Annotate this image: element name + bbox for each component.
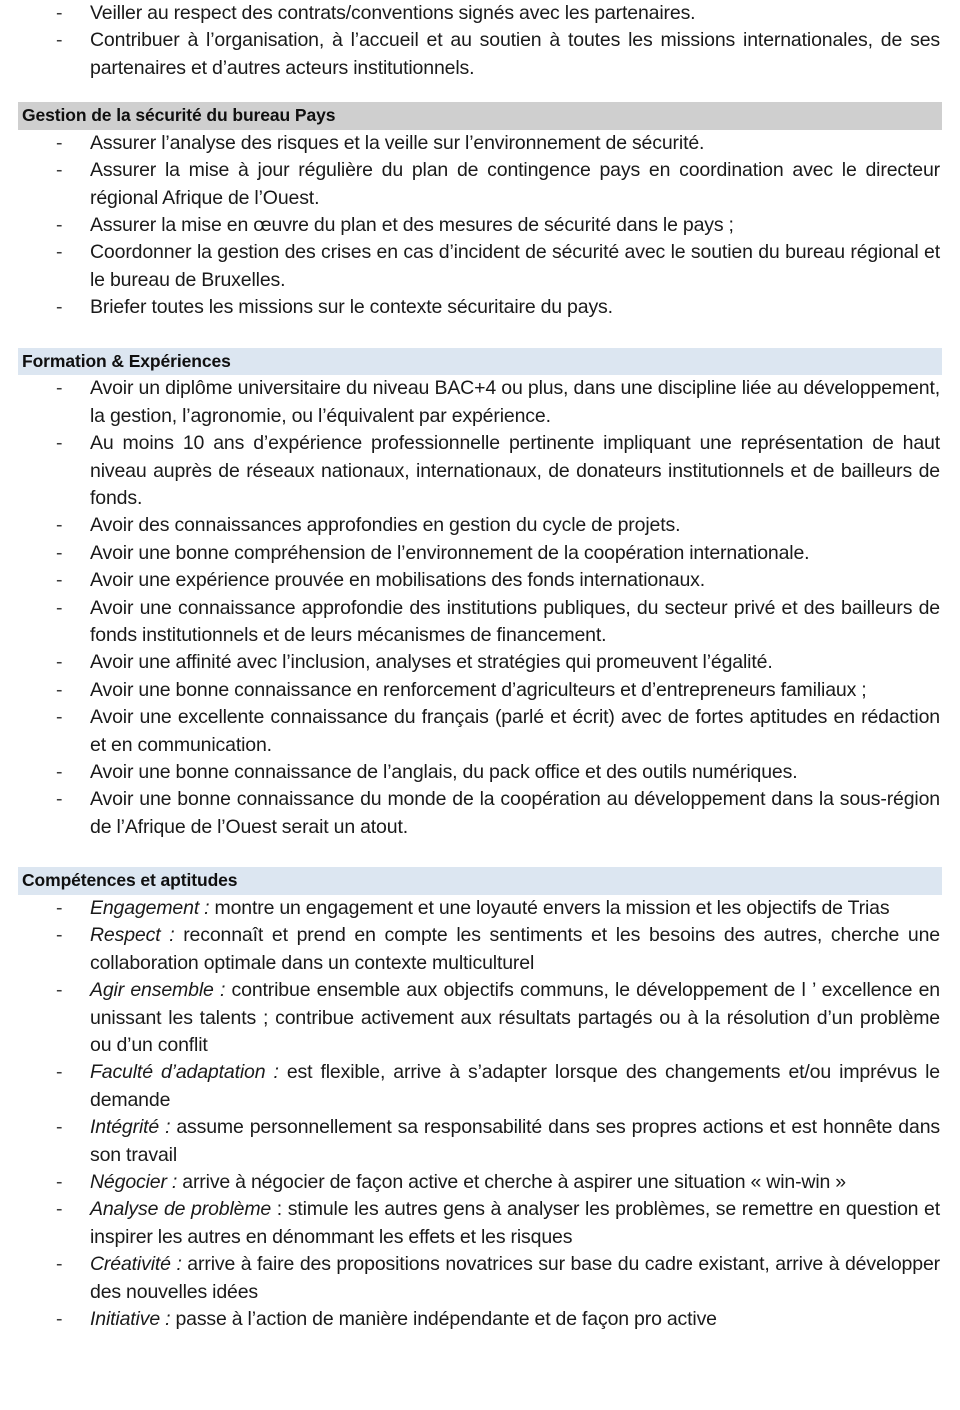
competence-description: : stimule les autres gens à analyser les problèmes, se remettre en question et inspirer les autres en dénommant les effets et les risques bbox=[90, 1198, 940, 1248]
bullet-text: Assurer la mise à jour régulière du plan de contingence pays en coordination avec le directeur régional Afrique de l’Ouest. bbox=[90, 159, 940, 209]
list-item bbox=[0, 1251, 960, 1306]
list-item bbox=[0, 375, 960, 430]
competence-term: Négocier : bbox=[90, 1170, 178, 1193]
list-item bbox=[0, 512, 960, 539]
bullet-text: Avoir une bonne connaissance de l’anglais, du pack office et des outils numériques. bbox=[90, 761, 798, 784]
bullet-text: Avoir un diplôme universitaire du niveau BAC+4 ou plus, dans une discipline liée au développement, la gestion, l’agronomie, ou l’équivalent par expérience. bbox=[90, 377, 940, 427]
competence-term: Agir ensemble : bbox=[90, 979, 226, 1002]
bullet-text: Assurer l’analyse des risques et la veille sur l’environnement de sécurité. bbox=[90, 131, 705, 154]
competence-term: Faculté d’adaptation : bbox=[90, 1061, 279, 1084]
competence-description: arrive à négocier de façon active et cherche à aspirer une situation « win-win » bbox=[177, 1170, 846, 1193]
spacer bbox=[0, 322, 960, 348]
competence-term: Initiative : bbox=[90, 1307, 171, 1330]
list-item bbox=[0, 0, 960, 27]
list-item bbox=[0, 895, 960, 922]
list-item bbox=[0, 157, 960, 212]
list-item bbox=[0, 977, 960, 1059]
competence-description: assume personnellement sa responsabilité dans ses propres actions et est honnête dans son travail bbox=[90, 1116, 940, 1166]
bullet-text: Contribuer à l’organisation, à l’accueil et au soutien à toutes les missions internationales, de ses partenaires et d’autres acteurs institutionnels. bbox=[90, 29, 940, 79]
bullet-text: Avoir une excellente connaissance du français (parlé et écrit) avec de fortes aptitudes en rédaction et en communication. bbox=[90, 706, 940, 756]
competence-term: Respect : bbox=[90, 924, 175, 947]
list-item bbox=[0, 1169, 960, 1196]
bullet-text: Avoir une bonne connaissance du monde de la coopération au développement dans la sous-région de l’Afrique de l’Ouest serait un atout. bbox=[90, 788, 940, 838]
competence-description: reconnaît et prend en compte les sentiments et les besoins des autres, cherche une collaboration optimale dans un contexte multiculturel bbox=[90, 924, 940, 974]
bullet-text: Avoir des connaissances approfondies en gestion du cycle de projets. bbox=[90, 514, 681, 537]
list-item bbox=[0, 212, 960, 239]
bullet-text: Au moins 10 ans d’expérience professionnelle pertinente impliquant une représentation de haut niveau auprès de réseaux nationaux, internationaux, de donateurs institutionnels et de bailleurs de fonds. bbox=[90, 432, 940, 509]
list-item bbox=[0, 294, 960, 321]
bullet-list-formation bbox=[0, 375, 960, 841]
competence-description: arrive à faire des propositions novatrices sur base du cadre existant, arrive à développer des nouvelles idées bbox=[90, 1253, 940, 1303]
competence-term: Analyse de problème bbox=[90, 1198, 272, 1221]
bullet-text: Avoir une connaissance approfondie des institutions publiques, du secteur privé et des bailleurs de fonds institutionnels et de leurs mécanismes de financement. bbox=[90, 596, 940, 646]
list-item bbox=[0, 922, 960, 977]
section-heading-formation: Formation & Expériences bbox=[18, 348, 942, 376]
list-item bbox=[0, 130, 960, 157]
competence-term: Intégrité : bbox=[90, 1116, 171, 1139]
list-item bbox=[0, 759, 960, 786]
competence-description: montre un engagement et une loyauté envers la mission et les objectifs de Trias bbox=[209, 896, 890, 919]
bullet-text: Avoir une bonne compréhension de l’environnement de la coopération internationale. bbox=[90, 541, 810, 564]
bullet-text: Avoir une bonne connaissance en renforcement d’agriculteurs et d’entrepreneurs familiaux ; bbox=[90, 678, 867, 701]
list-item bbox=[0, 430, 960, 512]
list-item bbox=[0, 567, 960, 594]
list-item bbox=[0, 786, 960, 841]
list-item bbox=[0, 1059, 960, 1114]
list-item bbox=[0, 677, 960, 704]
bullet-text: Avoir une expérience prouvée en mobilisations des fonds internationaux. bbox=[90, 569, 706, 592]
bullet-text: Avoir une affinité avec l’inclusion, analyses et stratégies qui promeuvent l’égalité. bbox=[90, 651, 773, 674]
section-heading-securite: Gestion de la sécurité du bureau Pays bbox=[18, 102, 942, 130]
list-item bbox=[0, 704, 960, 759]
bullet-text: Coordonner la gestion des crises en cas d’incident de sécurité avec le soutien du bureau régional et le bureau de Bruxelles. bbox=[90, 241, 940, 291]
list-item bbox=[0, 1114, 960, 1169]
list-item bbox=[0, 1196, 960, 1251]
list-item bbox=[0, 649, 960, 676]
spacer bbox=[0, 82, 960, 102]
competence-description: contribue ensemble aux objectifs communs, le développement de l ’ excellence en unissant les talents ; contribue activement aux résultats partagés ou à la résolution d’un problème ou d’un conflit bbox=[90, 979, 940, 1056]
list-item bbox=[0, 595, 960, 650]
list-item bbox=[0, 239, 960, 294]
competence-term: Créativité : bbox=[90, 1253, 182, 1276]
list-item bbox=[0, 1306, 960, 1333]
section-heading-competences: Compétences et aptitudes bbox=[18, 867, 942, 895]
competence-term: Engagement : bbox=[90, 896, 210, 919]
competence-description: est flexible, arrive à s’adapter lorsque des changements et/ou imprévus le demande bbox=[90, 1061, 940, 1111]
spacer bbox=[0, 841, 960, 867]
list-item bbox=[0, 27, 960, 82]
top-bullet-list bbox=[0, 0, 960, 82]
competence-description: passe à l’action de manière indépendante et de façon pro active bbox=[170, 1307, 717, 1330]
bullet-text: Briefer toutes les missions sur le contexte sécuritaire du pays. bbox=[90, 296, 613, 319]
bullet-list-competences bbox=[0, 895, 960, 1334]
bullet-text: Veiller au respect des contrats/conventions signés avec les partenaires. bbox=[90, 2, 696, 24]
bullet-list-securite bbox=[0, 130, 960, 322]
list-item bbox=[0, 540, 960, 567]
bullet-text: Assurer la mise en œuvre du plan et des mesures de sécurité dans le pays ; bbox=[90, 214, 734, 237]
